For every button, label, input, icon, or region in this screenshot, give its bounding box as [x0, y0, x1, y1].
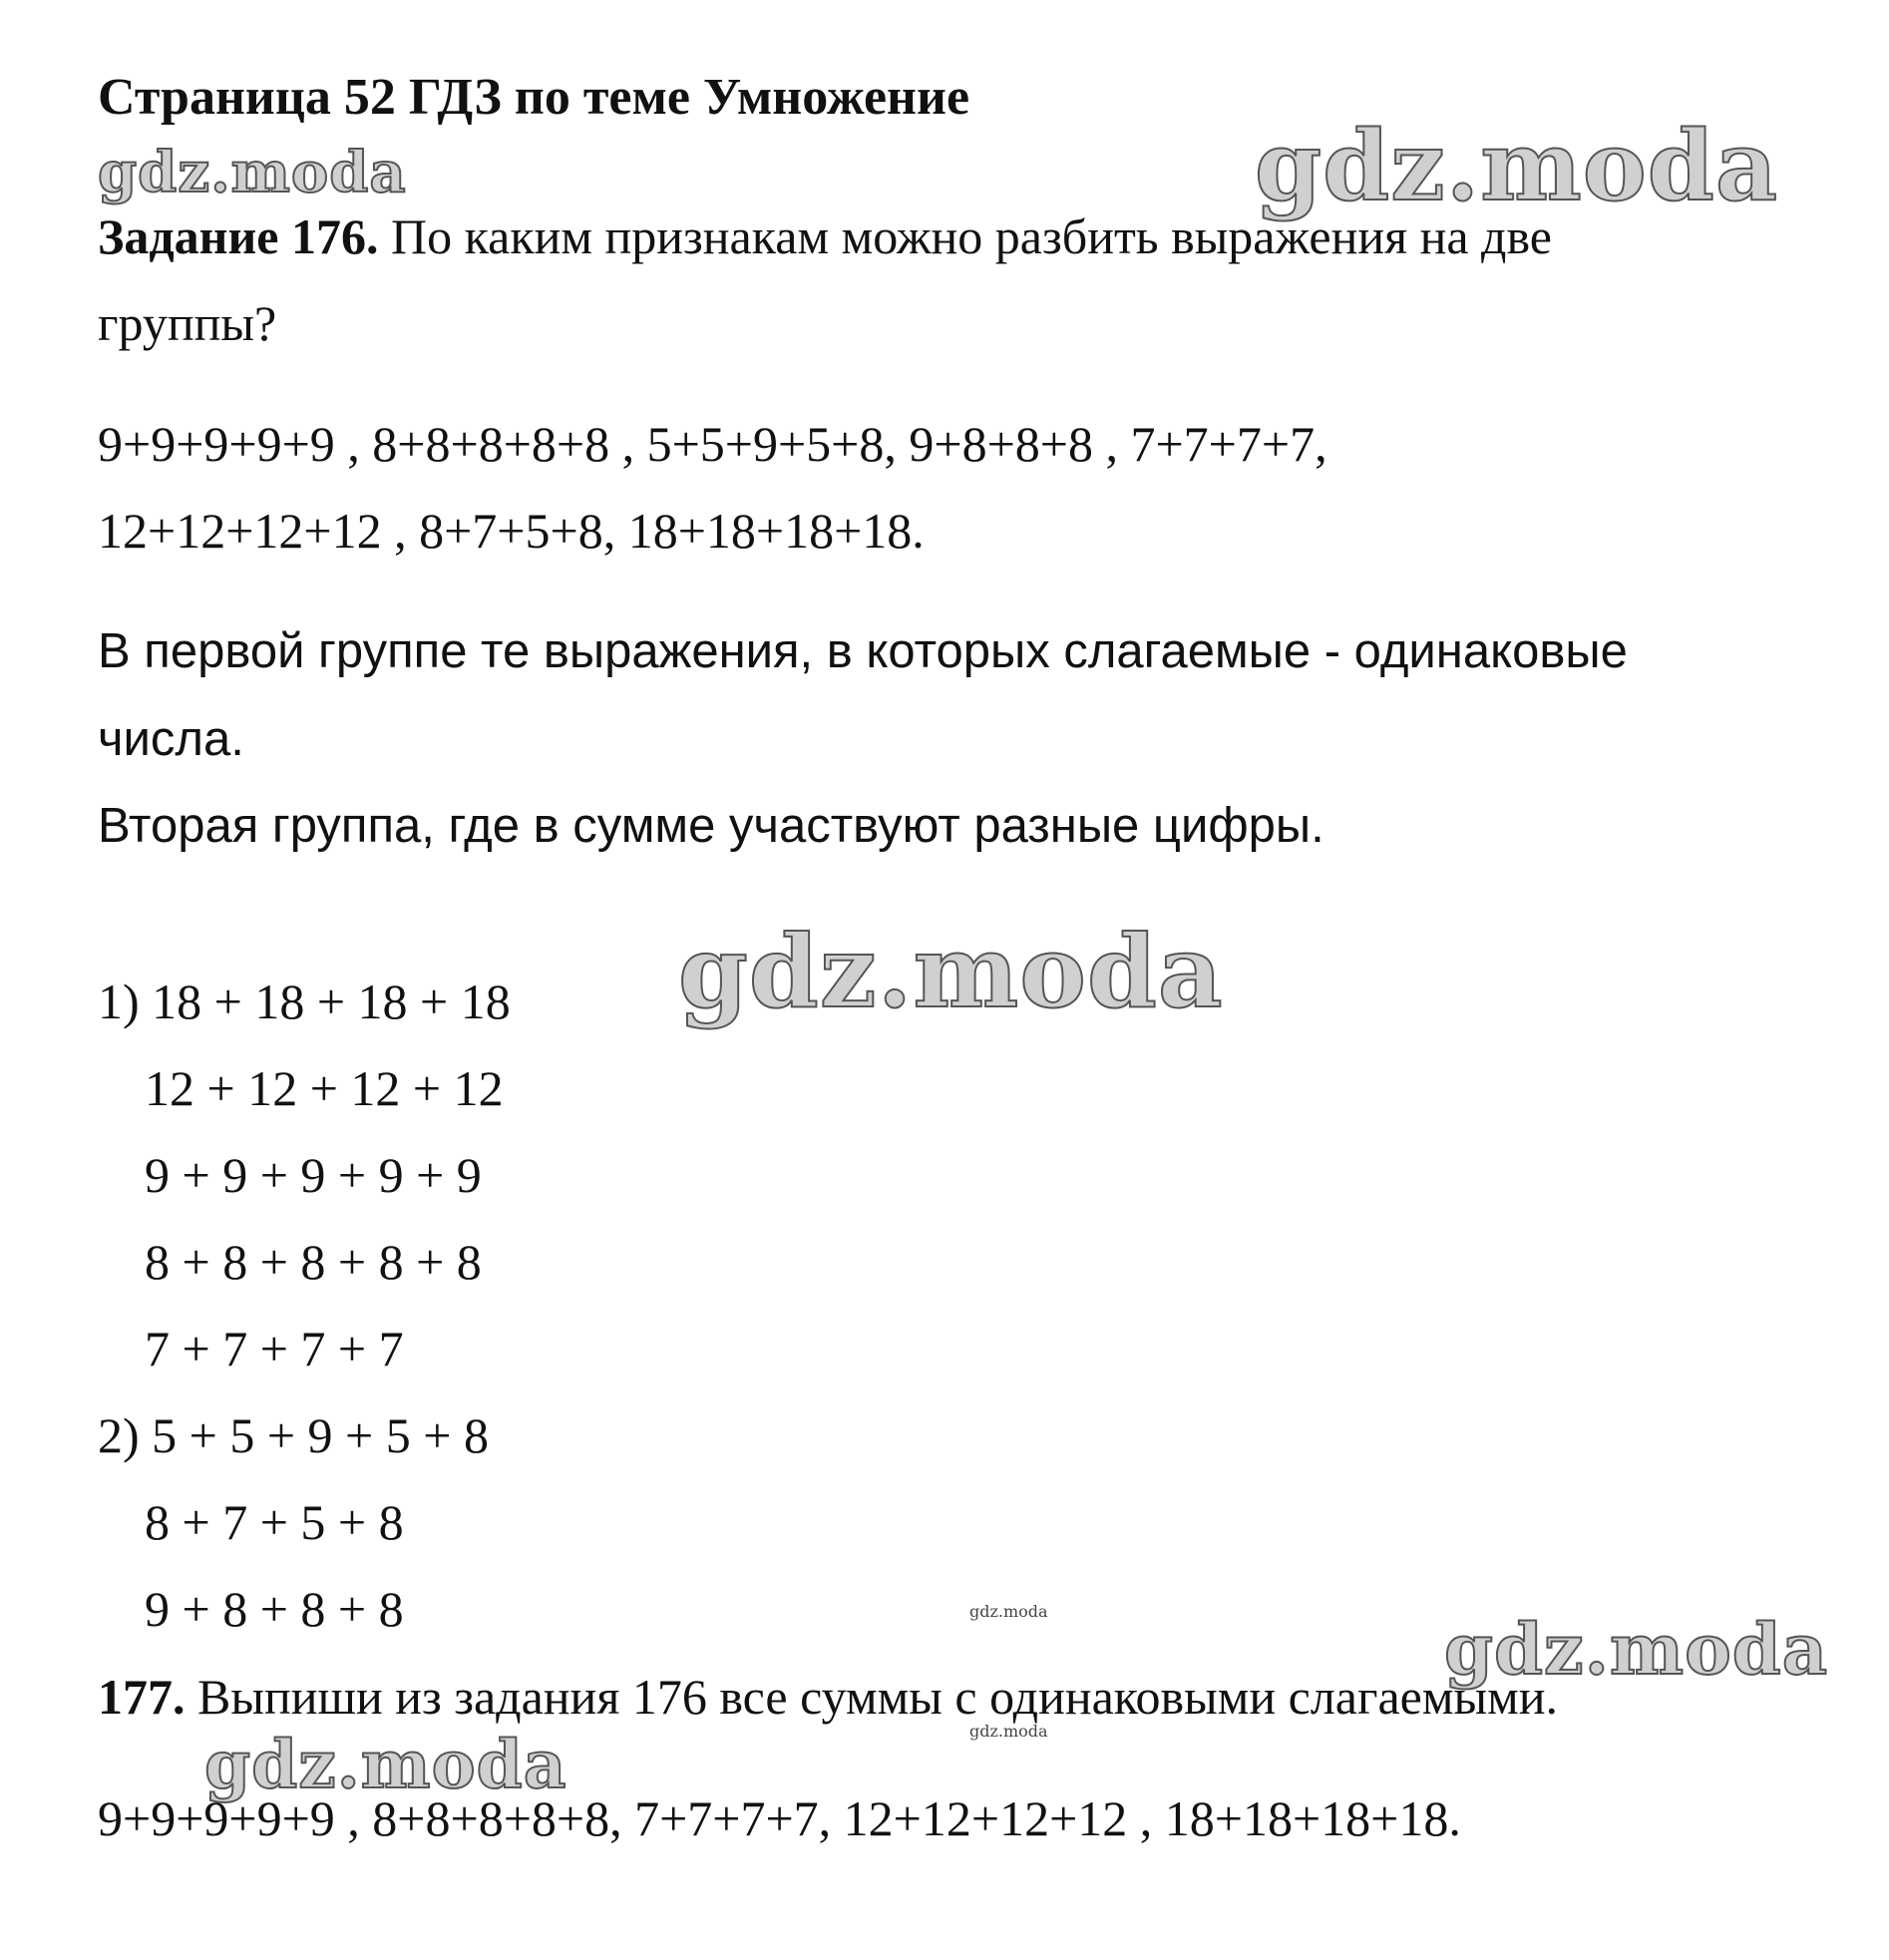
watermark-lower-right: gdz.moda [1444, 1608, 1829, 1691]
watermark-tiny-2: gdz.moda [969, 1722, 1048, 1741]
task-177-answer: 9+9+9+9+9 , 8+8+8+8+8, 7+7+7+7, 12+12+12+12 , 18+18+18+18. [98, 1790, 1461, 1846]
watermark-top-right: gdz.moda [1255, 110, 1779, 222]
answer-line-3: Вторая группа, где в сумме участвуют разные цифры. [98, 799, 1324, 853]
watermark-middle: gdz.moda [678, 913, 1224, 1030]
task-176-expressions-line-2: 12+12+12+12 , 8+7+5+8, 18+18+18+18. [98, 503, 925, 559]
task-176-question-text: По каким признакам можно разбить выражения на две [378, 208, 1552, 264]
group-2-expression: 9 + 8 + 8 + 8 [145, 1581, 404, 1637]
task-176-question-line-1 [98, 207, 1552, 265]
task-177-question-text: Выпиши из задания 176 все суммы с одинаковыми слагаемыми. [185, 1669, 1558, 1725]
page-title: Страница 52 ГДЗ по теме Умножение [98, 69, 970, 126]
task-176-question-line-2: группы? [98, 295, 277, 351]
group-1-expression: 12 + 12 + 12 + 12 [145, 1060, 504, 1116]
task-177-question [98, 1668, 1558, 1726]
task-176-expressions-line-1: 9+9+9+9+9 , 8+8+8+8+8 , 5+5+9+5+8, 9+8+8+8 , 7+7+7+7, [98, 416, 1327, 472]
group-2-expression: 2) 5 + 5 + 9 + 5 + 8 [98, 1407, 489, 1463]
watermark-lower-left: gdz.moda [204, 1726, 567, 1803]
watermark-tiny-1: gdz.moda [969, 1602, 1048, 1621]
answer-line-2: числа. [98, 712, 244, 766]
group-1-expression: 1) 18 + 18 + 18 + 18 [98, 974, 511, 1029]
group-1-expression: 7 + 7 + 7 + 7 [145, 1321, 404, 1376]
group-1-expression: 8 + 8 + 8 + 8 + 8 [145, 1234, 482, 1290]
answer-line-1: В первой группе те выражения, в которых слагаемые - одинаковые [98, 624, 1628, 678]
group-1-expression: 9 + 9 + 9 + 9 + 9 [145, 1147, 482, 1203]
task-177-number: 177. [98, 1669, 186, 1725]
task-176-number: Задание 176. [98, 208, 379, 264]
watermark-top-left: gdz.moda [98, 140, 407, 205]
group-2-expression: 8 + 7 + 5 + 8 [145, 1494, 404, 1550]
